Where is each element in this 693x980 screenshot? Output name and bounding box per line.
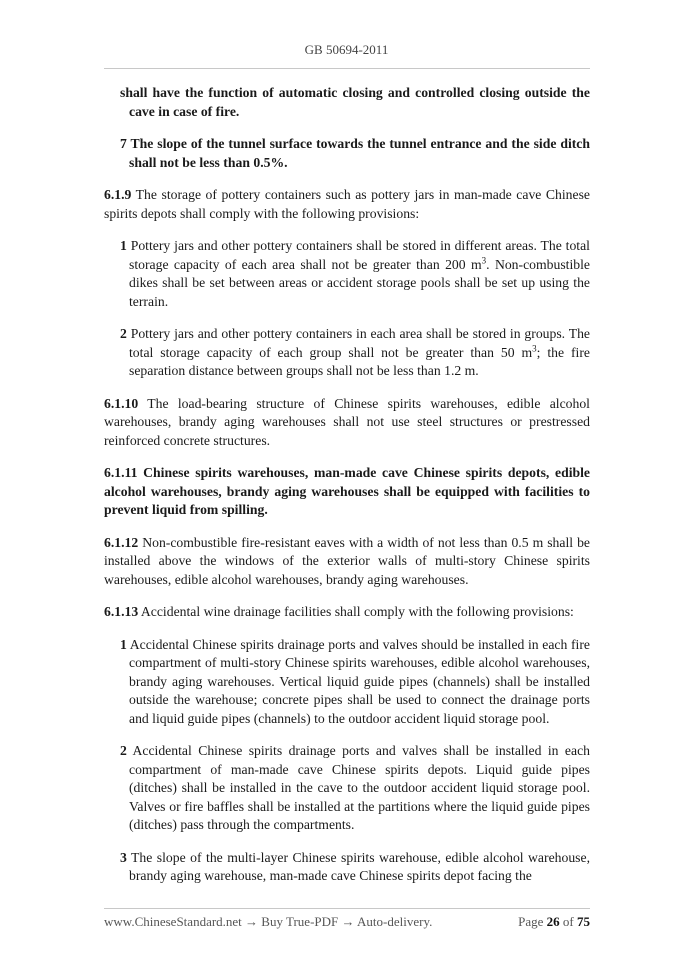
clause-6-1-11: 6.1.11 Chinese spirits warehouses, man-made cave Chinese spirits depots, edible alcohol warehouses, brandy aging warehouses shall be equipped with facilities to prevent liquid from spilling.: [104, 465, 590, 517]
clause-6-1-13: 6.1.13 Accidental wine drainage facilities shall comply with the following provisions:: [104, 604, 574, 619]
page-indicator: Page 26 of 75: [518, 914, 590, 929]
item-number: 2: [120, 326, 127, 341]
page-total: 75: [577, 914, 590, 929]
clause-continuation: shall have the function of automatic closing and controlled closing outside the cave in case of fire.: [120, 85, 590, 119]
item-number: 1: [120, 238, 127, 253]
footer-link[interactable]: www.ChineseStandard.net → Buy True-PDF → Auto-delivery.: [104, 914, 433, 929]
clause-number: 6.1.12: [104, 534, 139, 550]
clause-6-1-9-item-1: 1 Pottery jars and other pottery containers shall be stored in different areas. The total storage capacity of each area shall not be greater than 200 $m^3$. Non-combustible dikes shall be set between areas or accident storage pools shall be set up using the terrain.: [120, 238, 590, 309]
clause-6-1-12: 6.1.12 Non-combustible fire-resistant eaves with a width of not less than 0.5 m shall be installed above the windows of the exterior walls of multi-story Chinese spirits warehouses, edible alcohol warehouses, brandy aging warehouses.: [104, 534, 590, 587]
clause-number: 6.1.9: [104, 187, 132, 202]
header-divider: [104, 68, 590, 69]
footer-divider: [104, 908, 590, 909]
document-body: [104, 84, 590, 886]
clause-6-1-9-item-2: 2 Pottery jars and other pottery containers in each area shall be stored in groups. The total storage capacity of each group shall not be greater than 50 $m^3$; the fire separation distance between groups shall not be less than 1.2 m.: [120, 326, 590, 378]
clause-6-1-13-item-1: 1 Accidental Chinese spirits drainage ports and valves should be installed in each fire compartment of multi-story Chinese spirits warehouses, edible alcohol warehouses, brandy aging warehouses. Vertical liquid guide pipes (channels) shall be installed outside the warehouse; concrete pipes shall be used to connect the drainage ports and liquid guide pipes (channels) to the outdoor accident liquid storage pool.: [120, 636, 591, 726]
clause-6-1-13-item-3: 3 The slope of the multi-layer Chinese spirits warehouse, edible alcohol warehouse, brandy aging warehouse, man-made cave Chinese spirits depot facing the: [120, 849, 590, 883]
item-number: 3: [120, 849, 127, 865]
page-header: GB 50694-2011: [304, 42, 389, 57]
page-current: 26: [546, 914, 560, 929]
clause-number: 6.1.13: [104, 604, 139, 619]
clause-6-1-9: 6.1.9 The storage of pottery containers such as pottery jars in man-made cave Chinese spirits depots shall comply with the following provisions:: [104, 187, 590, 221]
clause-item-7: 7 The slope of the tunnel surface towards the tunnel entrance and the side ditch shall not be less than 0.5%.: [120, 136, 590, 170]
page-footer: [104, 914, 590, 930]
item-number: 2: [120, 743, 127, 758]
item-number: 1: [120, 636, 127, 652]
clause-6-1-10: 6.1.10 The load-bearing structure of Chinese spirits warehouses, edible alcohol warehouses, brandy aging warehouses shall not use steel structures or prestressed reinforced concrete structures.: [104, 395, 590, 448]
clause-6-1-13-item-2: 2 Accidental Chinese spirits drainage ports and valves shall be installed in each compartment of man-made cave Chinese spirits depots. Liquid guide pipes (ditches) shall be installed in the cave to the outdoor accident liquid storage pool. Valves or fire baffles shall be installed at the partitions where the liquid guide pipes (ditches) pass through the compartments.: [120, 743, 591, 832]
clause-number: 6.1.10: [104, 395, 139, 411]
